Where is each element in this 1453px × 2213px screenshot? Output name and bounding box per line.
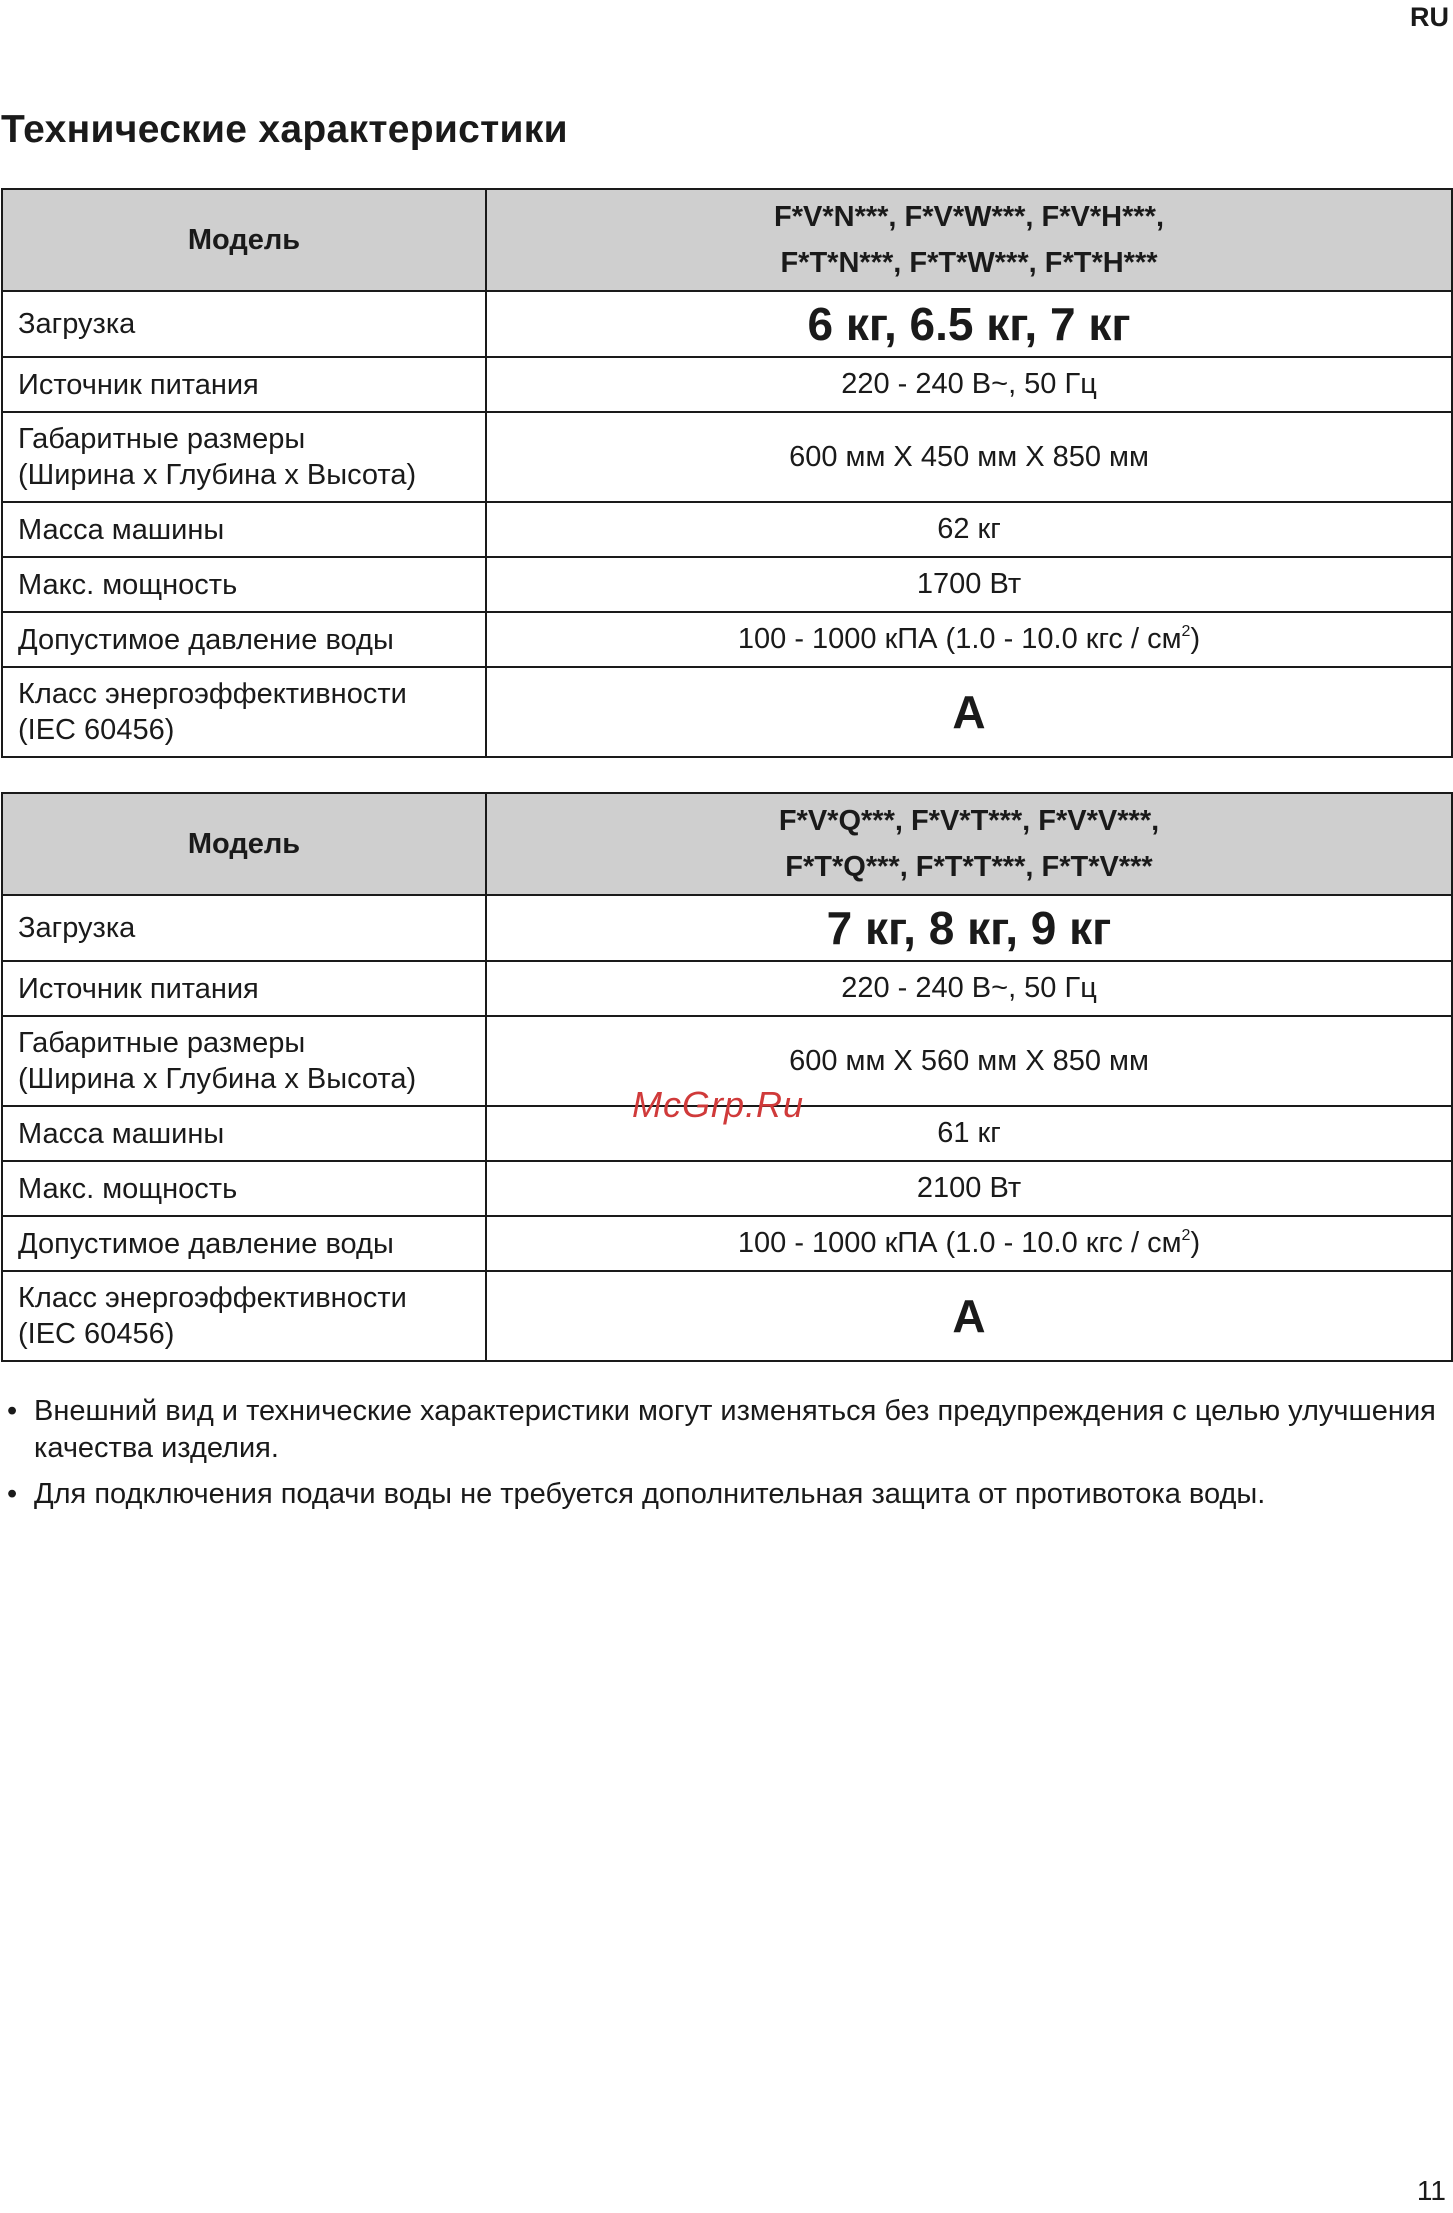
bullet-icon: • xyxy=(7,1478,18,1510)
dimensions-label xyxy=(2,412,486,502)
dimensions-label-line-2: (Ширина x Глубина x Высота) xyxy=(18,1063,417,1095)
note-text: Внешний вид и технические характеристики могут изменяться без предупреждения с целью улучшения качества изделия. xyxy=(34,1395,1436,1464)
power-supply-value: 220 - 240 В~, 50 Гц xyxy=(486,357,1452,412)
water-pressure-text: 100 - 1000 кПА (1.0 - 10.0 кгс / см xyxy=(737,623,1182,655)
weight-row xyxy=(2,502,1452,557)
model-header-row xyxy=(2,189,1452,291)
load-value: 6 кг, 6.5 кг, 7 кг xyxy=(486,291,1452,357)
max-power-value: 2100 Вт xyxy=(486,1161,1452,1216)
water-pressure-close: ) xyxy=(1190,623,1201,655)
model-list-line-1: F*V*Q***, F*V*T***, F*V*V***, xyxy=(778,805,1160,837)
weight-label: Масса машины xyxy=(2,502,486,557)
water-pressure-superscript: 2 xyxy=(1181,623,1191,640)
energy-class-label-line-2: (IEC 60456) xyxy=(18,1318,175,1350)
load-row xyxy=(2,895,1452,961)
dimensions-label-line-1: Габаритные размеры xyxy=(18,423,306,455)
load-row xyxy=(2,291,1452,357)
energy-class-value: A xyxy=(486,667,1452,757)
energy-class-label-line-1: Класс энергоэффективности xyxy=(18,1282,407,1314)
energy-class-row xyxy=(2,1271,1452,1361)
power-supply-label: Источник питания xyxy=(2,357,486,412)
watermark: McGrp.Ru xyxy=(632,1084,805,1125)
max-power-row xyxy=(2,557,1452,612)
load-label: Загрузка xyxy=(2,291,486,357)
power-supply-label: Источник питания xyxy=(2,961,486,1016)
water-pressure-value xyxy=(486,612,1452,667)
model-header-row xyxy=(2,793,1452,895)
water-pressure-close: ) xyxy=(1190,1227,1201,1259)
dimensions-label-line-1: Габаритные размеры xyxy=(18,1027,306,1059)
power-supply-row xyxy=(2,357,1452,412)
model-list xyxy=(486,793,1452,895)
model-list xyxy=(486,189,1452,291)
model-list-line-2: F*T*Q***, F*T*T***, F*T*V*** xyxy=(785,851,1153,883)
energy-class-row xyxy=(2,667,1452,757)
load-value: 7 кг, 8 кг, 9 кг xyxy=(486,895,1452,961)
dimensions-value: 600 мм X 560 мм X 850 мм xyxy=(486,1016,1452,1106)
water-pressure-row xyxy=(2,1216,1452,1271)
water-pressure-value xyxy=(486,1216,1452,1271)
water-pressure-label: Допустимое давление воды xyxy=(2,1216,486,1271)
notes-list xyxy=(0,1393,1440,1522)
weight-label: Масса машины xyxy=(2,1106,486,1161)
max-power-label: Макс. мощность xyxy=(2,557,486,612)
dimensions-label-line-2: (Ширина x Глубина x Высота) xyxy=(18,459,417,491)
model-list-line-2: F*T*N***, F*T*W***, F*T*H*** xyxy=(780,247,1158,279)
water-pressure-row xyxy=(2,612,1452,667)
model-label: Модель xyxy=(2,189,486,291)
power-supply-value: 220 - 240 В~, 50 Гц xyxy=(486,961,1452,1016)
max-power-label: Макс. мощность xyxy=(2,1161,486,1216)
note-item xyxy=(0,1476,1440,1513)
energy-class-label-line-2: (IEC 60456) xyxy=(18,714,175,746)
spec-table-2 xyxy=(1,792,1453,1362)
page-title: Технические характеристики xyxy=(1,108,568,151)
water-pressure-superscript: 2 xyxy=(1181,1227,1191,1244)
weight-value: 62 кг xyxy=(486,502,1452,557)
power-supply-row xyxy=(2,961,1452,1016)
max-power-value: 1700 Вт xyxy=(486,557,1452,612)
energy-class-label-line-1: Класс энергоэффективности xyxy=(18,678,407,710)
water-pressure-label: Допустимое давление воды xyxy=(2,612,486,667)
energy-class-label xyxy=(2,1271,486,1361)
energy-class-value: A xyxy=(486,1271,1452,1361)
note-item xyxy=(0,1393,1440,1467)
spec-table-1 xyxy=(1,188,1453,758)
load-label: Загрузка xyxy=(2,895,486,961)
dimensions-label xyxy=(2,1016,486,1106)
bullet-icon: • xyxy=(7,1395,18,1427)
note-text: Для подключения подачи воды не требуется дополнительная защита от противотока воды. xyxy=(34,1478,1266,1510)
language-code: RU xyxy=(1410,2,1449,32)
dimensions-row xyxy=(2,412,1452,502)
dimensions-value: 600 мм X 450 мм X 850 мм xyxy=(486,412,1452,502)
page-number: 11 xyxy=(1416,2175,1446,2206)
model-list-line-1: F*V*N***, F*V*W***, F*V*H***, xyxy=(774,201,1164,233)
model-label: Модель xyxy=(2,793,486,895)
water-pressure-text: 100 - 1000 кПА (1.0 - 10.0 кгс / см xyxy=(737,1227,1182,1259)
max-power-row xyxy=(2,1161,1452,1216)
energy-class-label xyxy=(2,667,486,757)
weight-value: 61 кг xyxy=(486,1106,1452,1161)
